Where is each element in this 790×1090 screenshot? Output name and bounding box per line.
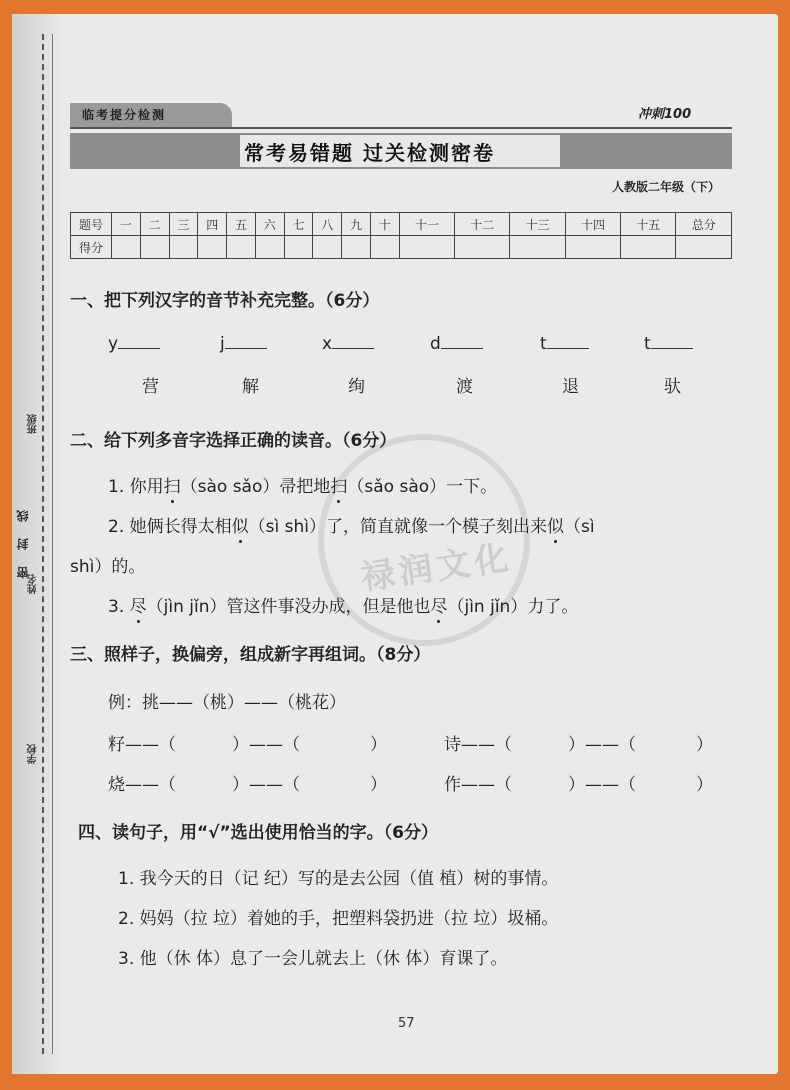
watermark-text: 禄润文化: [358, 537, 515, 599]
section4-sentence2: 2. 妈妈（拉 垃）着她的手，把塑料袋扔进（拉 垃）圾桶。: [118, 909, 559, 929]
section4-title: 四、读句子，用“√”选出使用恰当的字。（6分）: [78, 823, 439, 843]
score-cell[interactable]: [255, 236, 284, 259]
char-6: 驮: [664, 377, 681, 397]
col-5: 五: [227, 213, 256, 236]
section2-line3: shì）的。: [70, 557, 146, 577]
score-cell[interactable]: [112, 236, 141, 259]
initial: t: [540, 334, 547, 354]
answer-blank[interactable]: [118, 332, 160, 349]
score-cell[interactable]: [676, 236, 732, 259]
seal-dashed-line: [42, 34, 44, 1054]
score-row-numbers: [71, 213, 732, 236]
score-cell[interactable]: [565, 236, 620, 259]
score-cell[interactable]: [342, 236, 371, 259]
col-4: 四: [198, 213, 227, 236]
answer-blank[interactable]: [225, 332, 267, 349]
char-4: 渡: [456, 377, 473, 397]
target-char: 似: [546, 517, 564, 537]
col-6: 六: [255, 213, 284, 236]
edition-label: 人教版二年级（下）: [612, 180, 721, 194]
initial: j: [220, 334, 225, 354]
col-3: 三: [169, 213, 198, 236]
char-5: 退: [562, 377, 579, 397]
col-15: 十五: [621, 213, 676, 236]
header-tag: 临考提分检测: [70, 103, 232, 127]
section3-row2-right: 作——（ ）——（ ）: [444, 775, 713, 795]
section4-sentence3: 3. 他（休 体）息了一会儿就去上（休 体）育课了。: [118, 949, 508, 969]
seal-solid-line: [52, 34, 53, 1054]
syllable-5: [540, 332, 589, 354]
score-cell[interactable]: [455, 236, 510, 259]
score-cell[interactable]: [371, 236, 400, 259]
syllable-2: [220, 332, 267, 354]
row-label-number: 题号: [71, 213, 112, 236]
section2-line2: 2. 她俩长得太相似（sì shì）了，简直就像一个模子刻出来似（sì: [108, 517, 595, 537]
score-row-scores: [71, 236, 732, 259]
section3-title: 三、照样子，换偏旁，组成新字再组词。（8分）: [70, 645, 431, 665]
initial: d: [430, 334, 441, 354]
target-char: 尽: [430, 597, 448, 617]
col-14: 十四: [565, 213, 620, 236]
section3-row1-right: 诗——（ ）——（ ）: [444, 735, 713, 755]
section2-line4: 3. 尽（jìn jǐn）管这件事没办成，但是他也尽（jìn jǐn）力了。: [108, 597, 579, 617]
answer-blank[interactable]: [441, 332, 483, 349]
answer-blank[interactable]: [332, 332, 374, 349]
col-2: 二: [140, 213, 169, 236]
section3-row2-left: 烧——（ ）——（ ）: [108, 775, 387, 795]
col-11: 十一: [399, 213, 454, 236]
score-cell[interactable]: [399, 236, 454, 259]
target-char: 扫: [330, 477, 348, 497]
row-label-score: 得分: [71, 236, 112, 259]
char-3: 绚: [348, 377, 365, 397]
score-cell[interactable]: [169, 236, 198, 259]
score-cell[interactable]: [140, 236, 169, 259]
score-table: [70, 212, 732, 259]
score-cell[interactable]: [198, 236, 227, 259]
col-1: 一: [112, 213, 141, 236]
seal-text: 密 封 线: [16, 504, 30, 579]
answer-blank[interactable]: [547, 332, 589, 349]
char-2: 解: [242, 377, 259, 397]
syllable-3: [322, 332, 374, 354]
col-8: 八: [313, 213, 342, 236]
section2-title: 二、给下列多音字选择正确的读音。（6分）: [70, 431, 397, 451]
initial: x: [322, 334, 333, 354]
syllable-6: [644, 332, 693, 354]
section2-line1: 1. 你用扫（sào sǎo）帚把地扫（sǎo sào）一下。: [108, 477, 498, 497]
initial: y: [108, 334, 119, 354]
section3-example: 例：挑——（桃）——（桃花）: [108, 693, 346, 713]
target-char: 似: [231, 517, 249, 537]
score-cell[interactable]: [284, 236, 313, 259]
char-1: 营: [142, 377, 159, 397]
answer-blank[interactable]: [651, 332, 693, 349]
col-total: 总分: [676, 213, 732, 236]
col-13: 十三: [510, 213, 565, 236]
col-7: 七: [284, 213, 313, 236]
syllable-4: [430, 332, 483, 354]
target-char: 尽: [129, 597, 147, 617]
score-cell[interactable]: [227, 236, 256, 259]
binding-strip: [12, 14, 60, 1074]
name-label: 姓名: [28, 574, 39, 594]
section3-row1-left: 籽——（ ）——（ ）: [108, 735, 387, 755]
class-label: 班级: [28, 414, 39, 434]
col-10: 十: [371, 213, 400, 236]
syllable-1: [108, 332, 160, 354]
score-cell[interactable]: [621, 236, 676, 259]
target-char: 扫: [163, 477, 181, 497]
page-title: 常考易错题 过关检测密卷: [244, 141, 495, 165]
page-number: 57: [398, 1016, 415, 1031]
score-cell[interactable]: [313, 236, 342, 259]
header-series: 冲刺100: [638, 107, 692, 122]
col-12: 十二: [455, 213, 510, 236]
section1-title: 一、把下列汉字的音节补充完整。（6分）: [70, 291, 380, 311]
initial: t: [644, 334, 651, 354]
score-cell[interactable]: [510, 236, 565, 259]
section4-sentence1: 1. 我今天的日（记 纪）写的是去公园（值 植）树的事情。: [118, 869, 559, 889]
col-9: 九: [342, 213, 371, 236]
header-rule: [70, 127, 732, 129]
school-label: 学校: [28, 744, 39, 764]
